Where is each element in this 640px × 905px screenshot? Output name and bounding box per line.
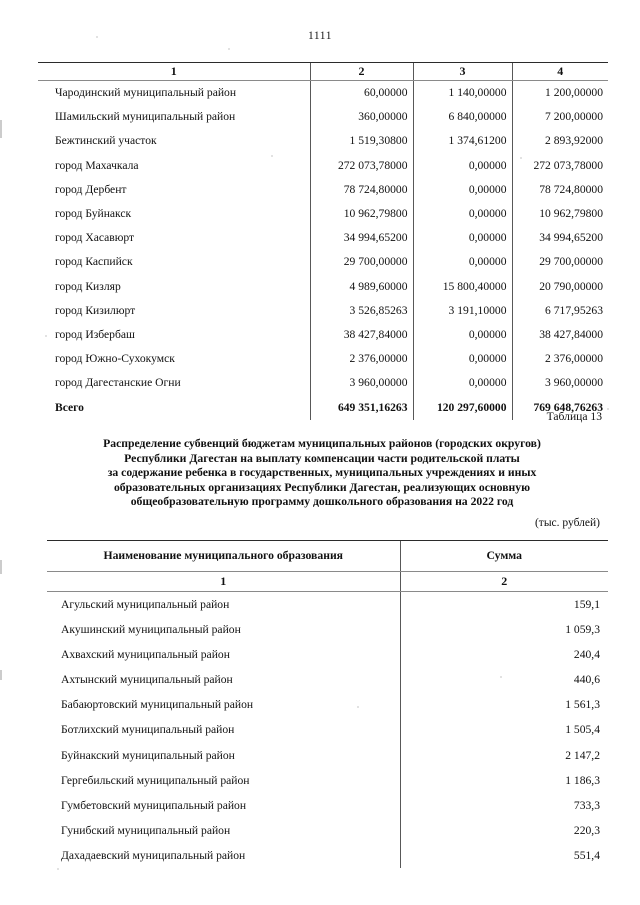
table-12-row-5-name: город Буйнакск xyxy=(55,207,132,221)
scan-speck xyxy=(607,408,609,410)
table-12-row-10-c4: 38 427,84000 xyxy=(512,323,608,347)
table-row xyxy=(38,226,608,250)
table-12-row-3-c3: 0,00000 xyxy=(413,154,512,178)
scan-edge-artifact xyxy=(0,120,2,138)
table-13-row-4-sum: 1 561,3 xyxy=(400,692,608,717)
table-12-row-1-c3: 6 840,00000 xyxy=(413,105,512,129)
table-12-row-6-name: город Хасавюрт xyxy=(55,231,135,245)
table-13-colnum-1: 1 xyxy=(47,572,400,592)
list-item xyxy=(47,818,608,843)
table-12-row-5-c2: 10 962,79800 xyxy=(310,202,413,226)
table-13-row-5-sum: 1 505,4 xyxy=(400,717,608,742)
scan-speck xyxy=(500,676,502,678)
table-12-total-c4: 769 648,76263 xyxy=(512,396,608,420)
scan-speck xyxy=(271,155,273,157)
table-row xyxy=(38,371,608,395)
table-12-row-4-name: город Дербент xyxy=(55,182,127,196)
table-12-row-3-name: город Махачкала xyxy=(55,158,139,172)
table-row xyxy=(38,275,608,299)
table-row xyxy=(38,81,608,106)
list-item xyxy=(47,743,608,768)
list-item xyxy=(47,617,608,642)
table-row xyxy=(38,154,608,178)
units-note: (тыс. рублей) xyxy=(534,517,600,529)
table-12-total-label: Всего xyxy=(55,400,84,414)
table-12-row-4-c2: 78 724,80000 xyxy=(310,178,413,202)
table-12-row-6-c3: 0,00000 xyxy=(413,226,512,250)
table-12-body xyxy=(38,81,608,420)
table-13-header-sum: Сумма xyxy=(400,541,608,572)
table-12-header xyxy=(38,63,608,81)
table-12-row-12-name: город Дагестанские Огни xyxy=(55,376,181,390)
table-13-title xyxy=(44,437,600,510)
table-12-row-8-c4: 20 790,00000 xyxy=(512,275,608,299)
table-12-row-3-c2: 272 073,78000 xyxy=(310,154,413,178)
table-13-title-line-1: Распределение субвенций бюджетам муниципальных районов (городских округов) xyxy=(103,437,541,450)
table-12-row-0-c3: 1 140,00000 xyxy=(413,81,512,106)
table-12-column-number-row xyxy=(38,63,608,81)
table-13-title-line-5: общеобразовательную программу дошкольного образования на 2022 год xyxy=(130,495,514,509)
table-12-row-12-c4: 3 960,00000 xyxy=(512,371,608,395)
table-13-row-9-sum: 220,3 xyxy=(400,818,608,843)
table-13-row-1-sum: 1 059,3 xyxy=(400,617,608,642)
scan-edge-artifact xyxy=(0,560,2,574)
table-13-row-9-name: Гунибский муниципальный район xyxy=(61,823,231,837)
table-13-row-7-name: Гергебильский муниципальный район xyxy=(61,773,250,787)
table-row xyxy=(38,250,608,274)
table-12-row-10-c3: 0,00000 xyxy=(413,323,512,347)
table-13-row-6-sum: 2 147,2 xyxy=(400,743,608,768)
table-13-header xyxy=(47,541,608,592)
table-12-row-9-c3: 3 191,10000 xyxy=(413,299,512,323)
table-row xyxy=(38,347,608,371)
table-12-row-5-c4: 10 962,79800 xyxy=(512,202,608,226)
list-item xyxy=(47,843,608,868)
table-13-colnum-2: 2 xyxy=(400,572,608,592)
table-12-container xyxy=(38,62,608,420)
table-13-row-0-name: Агульский муниципальный район xyxy=(61,598,230,611)
table-12-row-9-name: город Кизилюрт xyxy=(55,303,136,317)
table-13 xyxy=(47,540,608,868)
table-13-row-10-sum: 551,4 xyxy=(400,843,608,868)
table-13-row-3-sum: 440,6 xyxy=(400,667,608,692)
table-12-row-11-c3: 0,00000 xyxy=(413,347,512,371)
table-row xyxy=(38,299,608,323)
scan-speck xyxy=(57,868,59,870)
table-13-title-line-4: образовательных организациях Республики Дагестан, реализующих основную xyxy=(113,480,531,494)
table-13-header-row xyxy=(47,541,608,572)
table-12-colnum-3: 3 xyxy=(413,63,512,81)
table-12-row-8-name: город Кизляр xyxy=(55,279,121,293)
table-13-row-8-sum: 733,3 xyxy=(400,793,608,818)
table-13-row-1-name: Акушинский муниципальный район xyxy=(61,623,241,637)
table-12-row-3-c4: 272 073,78000 xyxy=(512,154,608,178)
table-12-row-2-c2: 1 519,30800 xyxy=(310,129,413,153)
table-12-colnum-1: 1 xyxy=(38,63,310,81)
table-12-total-c2: 649 351,16263 xyxy=(310,396,413,420)
table-12-row-10-name: город Избербаш xyxy=(55,328,135,342)
list-item xyxy=(47,592,608,618)
table-12-row-8-c3: 15 800,40000 xyxy=(413,275,512,299)
table-13-row-2-sum: 240,4 xyxy=(400,642,608,667)
table-13-container xyxy=(47,540,608,868)
table-12-row-6-c2: 34 994,65200 xyxy=(310,226,413,250)
table-12-row-6-c4: 34 994,65200 xyxy=(512,226,608,250)
table-13-title-line-2: Республики Дагестан на выплату компенсации части родительской платы xyxy=(124,451,520,465)
table-12-row-12-c3: 0,00000 xyxy=(413,371,512,395)
list-item xyxy=(47,768,608,793)
scan-speck xyxy=(96,36,98,38)
table-12-row-12-c2: 3 960,00000 xyxy=(310,371,413,395)
table-12-row-11-c2: 2 376,00000 xyxy=(310,347,413,371)
table-12-row-11-c4: 2 376,00000 xyxy=(512,347,608,371)
table-row xyxy=(38,105,608,129)
table-12-colnum-4: 4 xyxy=(512,63,608,81)
table-12-row-2-name: Бежтинский участок xyxy=(55,134,157,148)
table-12-row-7-name: город Каспийск xyxy=(55,255,133,269)
table-12-row-7-c2: 29 700,00000 xyxy=(310,250,413,274)
table-12-row-5-c3: 0,00000 xyxy=(413,202,512,226)
table-12-row-4-c3: 0,00000 xyxy=(413,178,512,202)
table-12-row-8-c2: 4 989,60000 xyxy=(310,275,413,299)
table-12-row-0-c4: 1 200,00000 xyxy=(512,81,608,106)
table-row xyxy=(38,129,608,153)
table-12-row-1-name: Шамильский муниципальный район xyxy=(55,110,236,124)
list-item xyxy=(47,667,608,692)
table-13-caption: Таблица 13 xyxy=(546,410,602,423)
table-12-row-7-c4: 29 700,00000 xyxy=(512,250,608,274)
list-item xyxy=(47,717,608,742)
table-13-row-6-name: Буйнакский муниципальный район xyxy=(61,748,235,762)
table-12 xyxy=(38,62,608,420)
table-13-row-0-sum: 159,1 xyxy=(400,592,608,618)
table-13-body xyxy=(47,592,608,869)
table-13-row-2-name: Ахвахский муниципальный район xyxy=(61,648,230,662)
table-12-row-0-name: Чародинский муниципальный район xyxy=(55,86,237,99)
table-13-row-4-name: Бабаюртовский муниципальный район xyxy=(61,698,254,712)
table-12-row-0-c2: 60,00000 xyxy=(310,81,413,106)
scan-speck xyxy=(228,48,230,50)
table-12-row-1-c4: 7 200,00000 xyxy=(512,105,608,129)
table-12-total-c3: 120 297,60000 xyxy=(413,396,512,420)
list-item xyxy=(47,642,608,667)
table-row xyxy=(38,178,608,202)
page-number: 1111 xyxy=(307,30,333,42)
table-13-header-name: Наименование муниципального образования xyxy=(47,541,400,572)
table-12-row-7-c3: 0,00000 xyxy=(413,250,512,274)
table-12-row-10-c2: 38 427,84000 xyxy=(310,323,413,347)
table-12-row-2-c3: 1 374,61200 xyxy=(413,129,512,153)
scan-speck xyxy=(45,335,47,337)
list-item xyxy=(47,692,608,717)
table-12-row-9-c4: 6 717,95263 xyxy=(512,299,608,323)
scan-speck xyxy=(357,706,359,708)
table-row xyxy=(38,323,608,347)
table-12-row-1-c2: 360,00000 xyxy=(310,105,413,129)
list-item xyxy=(47,793,608,818)
table-13-row-7-sum: 1 186,3 xyxy=(400,768,608,793)
table-13-row-5-name: Ботлихский муниципальный район xyxy=(61,723,235,737)
table-12-row-9-c2: 3 526,85263 xyxy=(310,299,413,323)
table-13-row-8-name: Гумбетовский муниципальный район xyxy=(61,798,247,812)
scan-edge-artifact xyxy=(0,670,2,680)
table-row xyxy=(38,202,608,226)
table-13-row-3-name: Ахтынский муниципальный район xyxy=(61,673,233,687)
table-13-title-line-3: за содержание ребенка в государственных, муниципальных учреждениях и иных xyxy=(107,466,537,480)
table-12-row-11-name: город Южно-Сухокумск xyxy=(55,352,175,366)
table-13-column-number-row xyxy=(47,572,608,592)
table-12-row-2-c4: 2 893,92000 xyxy=(512,129,608,153)
table-13-row-10-name: Дахадаевский муниципальный район xyxy=(61,848,246,862)
scan-speck xyxy=(520,157,522,159)
table-12-row-4-c4: 78 724,80000 xyxy=(512,178,608,202)
table-12-colnum-2: 2 xyxy=(310,63,413,81)
